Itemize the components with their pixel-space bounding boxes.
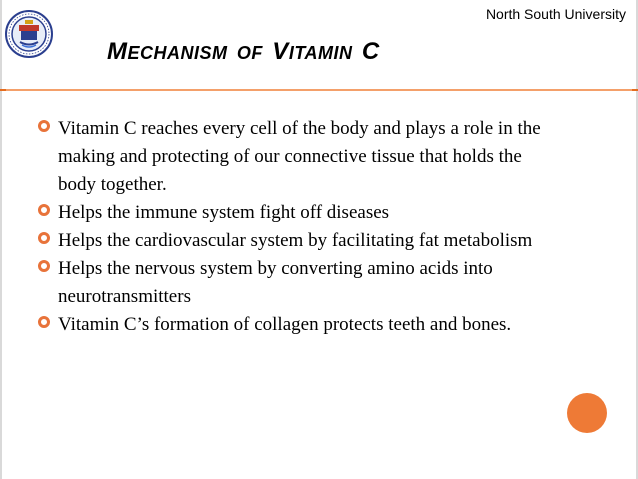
title-cap-3: C: [361, 38, 380, 65]
bullet-list: [38, 115, 548, 339]
header-divider: [2, 89, 636, 91]
page-title: [107, 30, 380, 67]
title-word-2: OF: [236, 43, 263, 63]
header-divider-left-accent: [0, 89, 6, 91]
circle-bullet-icon: [38, 232, 50, 244]
title-word-3: ITAMIN: [288, 43, 353, 63]
bullet-item: [38, 255, 548, 311]
bullet-text: Vitamin C reaches every cell of the body and plays a role in the making and protecting of our connective tissue that holds the body together.: [58, 118, 541, 195]
bullet-text: Vitamin C’s formation of collagen protects teeth and bones.: [58, 314, 512, 335]
orange-circle-icon: [567, 393, 607, 433]
seal-graphic: [4, 4, 54, 64]
circle-bullet-icon: [38, 204, 50, 216]
university-seal-icon: [4, 4, 54, 64]
circle-bullet-icon: [38, 260, 50, 272]
title-word-1: ECHANISM: [127, 43, 228, 63]
title-cap-1: M: [107, 38, 128, 65]
bullet-text: Helps the nervous system by converting amino acids into neurotransmitters: [58, 258, 493, 307]
bullet-text: Helps the cardiovascular system by facilitating fat metabolism: [58, 230, 533, 251]
bullet-item: [38, 311, 548, 339]
university-name: North South University: [485, 6, 626, 22]
title-cap-2: V: [272, 38, 289, 65]
header-divider-right-accent: [632, 89, 638, 91]
frame-left-border: [0, 0, 2, 479]
circle-bullet-icon: [38, 120, 50, 132]
bullet-text: Helps the immune system fight off diseases: [58, 202, 390, 223]
bullet-item: [38, 115, 548, 199]
bullet-item: [38, 199, 548, 227]
bullet-item: [38, 227, 548, 255]
circle-bullet-icon: [38, 316, 50, 328]
